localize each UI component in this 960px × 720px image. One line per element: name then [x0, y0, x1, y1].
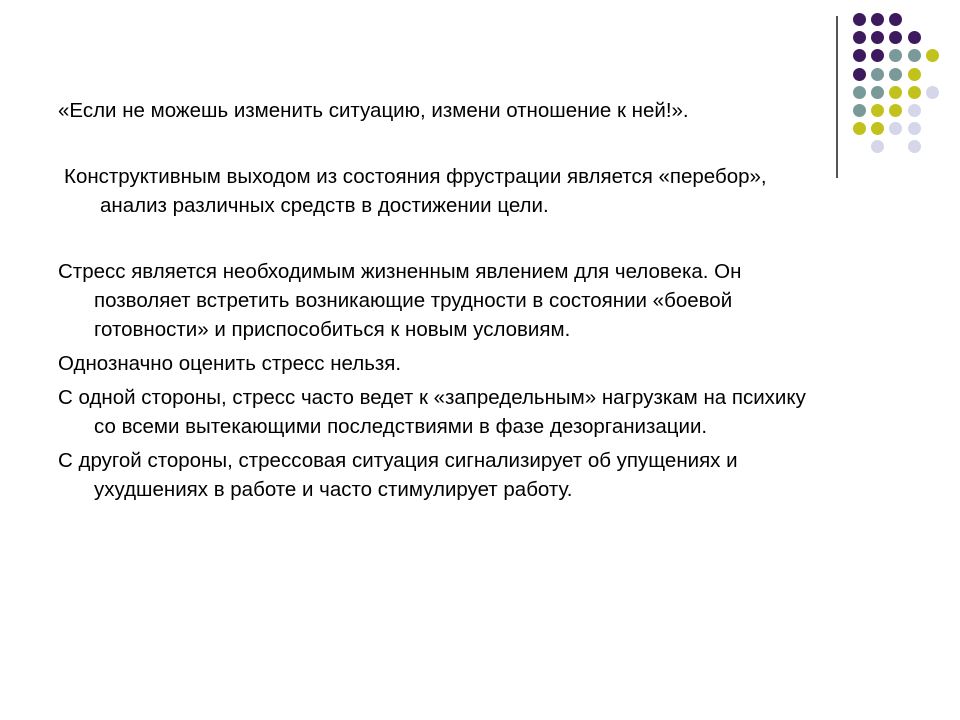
slide-body	[58, 96, 828, 504]
decor-dot-olive	[889, 86, 902, 99]
decor-dot-olive	[871, 122, 884, 135]
decor-dot-purple	[889, 13, 902, 26]
decor-dot-teal	[871, 68, 884, 81]
decor-dot-lavender	[871, 140, 884, 153]
decor-dot-purple	[889, 31, 902, 44]
decor-dot-purple	[871, 13, 884, 26]
decor-dot-purple	[853, 68, 866, 81]
decor-dot-lavender	[908, 122, 921, 135]
decor-dot-lavender	[908, 140, 921, 153]
other-side-paragraph: С другой стороны, стрессовая ситуация сигнализирует об упущениях и ухудшениях в работе и часто стимулирует работу.	[58, 449, 738, 501]
decor-dot-lavender	[889, 122, 902, 135]
decor-dot-teal	[853, 86, 866, 99]
divider-line	[836, 16, 838, 178]
constructive-exit-paragraph: Конструктивным выходом из состояния фрустрации является «перебор», анализ различных средств в достижении цели.	[64, 165, 767, 217]
decor-dot-purple	[908, 31, 921, 44]
decor-dot-olive	[853, 122, 866, 135]
dot-pattern-decoration	[853, 13, 943, 158]
decor-dot-teal	[853, 104, 866, 117]
decor-dot-olive	[908, 86, 921, 99]
decor-dot-purple	[853, 13, 866, 26]
one-side-paragraph: С одной стороны, стресс часто ведет к «запредельным» нагрузкам на психику со всеми вытекающими последствиями в фазе дезорганизации.	[58, 386, 806, 438]
decor-dot-teal	[889, 49, 902, 62]
decor-dot-olive	[889, 104, 902, 117]
decor-dot-olive	[926, 49, 939, 62]
decor-dot-lavender	[908, 104, 921, 117]
decor-dot-teal	[871, 86, 884, 99]
decor-dot-lavender	[926, 86, 939, 99]
stress-definition-paragraph: Стресс является необходимым жизненным явлением для человека. Он позволяет встретить возникающие трудности в состоянии «боевой готовности» и приспособиться к новым условиям.	[58, 260, 742, 341]
decor-dot-olive	[871, 104, 884, 117]
decor-dot-purple	[853, 31, 866, 44]
quote-paragraph: «Если не можешь изменить ситуацию, измени отношение к ней!».	[58, 99, 689, 122]
decor-dot-purple	[853, 49, 866, 62]
decor-dot-purple	[871, 49, 884, 62]
stress-evaluation-paragraph: Однозначно оценить стресс нельзя.	[58, 352, 402, 375]
decor-dot-teal	[908, 49, 921, 62]
decor-dot-purple	[871, 31, 884, 44]
decor-dot-olive	[908, 68, 921, 81]
decor-dot-teal	[889, 68, 902, 81]
